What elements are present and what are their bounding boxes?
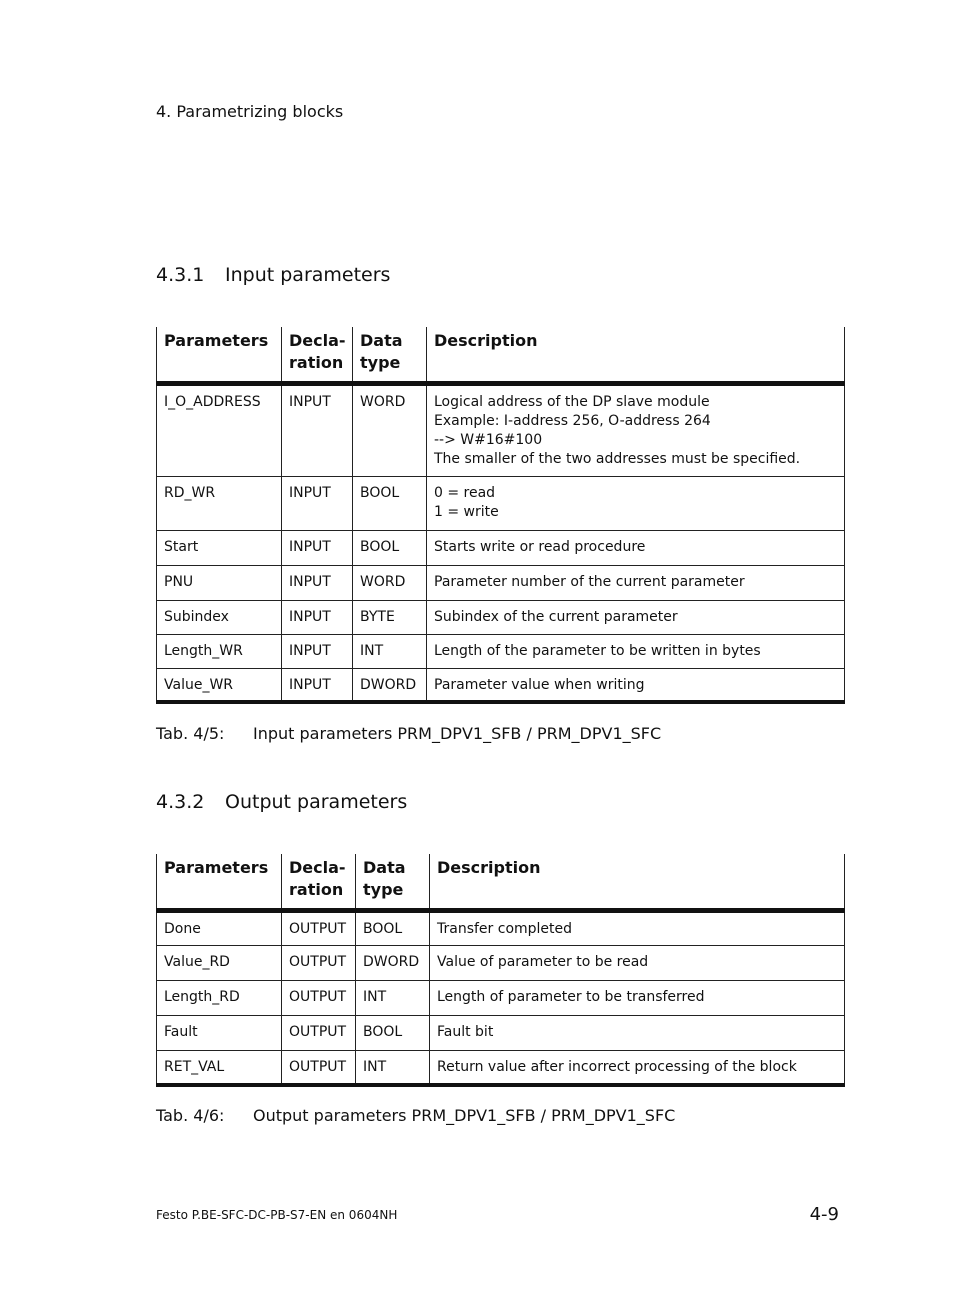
data-type-cell: BOOL [353, 476, 427, 530]
description-line: Subindex of the current parameter [434, 608, 678, 625]
description-cell [430, 945, 845, 980]
table-row [157, 980, 845, 1015]
table-row [157, 1015, 845, 1050]
table-header-row [157, 327, 845, 383]
header-parameters: Parameters [157, 854, 282, 910]
description-cell [430, 1050, 845, 1085]
data-type-cell: BOOL [356, 910, 430, 945]
description-cell [427, 476, 845, 530]
description-cell [427, 600, 845, 634]
declaration-cell: OUTPUT [282, 1015, 356, 1050]
table-row [157, 383, 845, 476]
description-cell [427, 565, 845, 600]
param-cell: RET_VAL [157, 1050, 282, 1085]
declaration-cell: INPUT [282, 600, 353, 634]
declaration-cell: INPUT [282, 476, 353, 530]
data-type-cell: INT [356, 980, 430, 1015]
header-data-type: Data type [356, 854, 430, 910]
param-cell: Length_RD [157, 980, 282, 1015]
description-cell [430, 1015, 845, 1050]
declaration-cell: INPUT [282, 634, 353, 668]
data-type-cell: DWORD [356, 945, 430, 980]
declaration-cell: OUTPUT [282, 945, 356, 980]
description-line: Logical address of the DP slave module [434, 393, 710, 410]
section-number: 4.3.1 [156, 264, 205, 286]
header-declaration: Decla- ration [282, 327, 353, 383]
table-row [157, 530, 845, 565]
caption-text: Output parameters PRM_DPV1_SFB / PRM_DPV1_SFC [253, 1106, 676, 1125]
table-row [157, 910, 845, 945]
section-title: Output parameters [225, 791, 408, 813]
table-caption-output [156, 1106, 675, 1125]
table-row [157, 668, 845, 702]
description-line: --> W#16#100 [434, 431, 543, 448]
table-row [157, 600, 845, 634]
declaration-cell: OUTPUT [282, 980, 356, 1015]
description-cell [427, 530, 845, 565]
caption-label: Tab. 4/5: [156, 724, 225, 743]
data-type-cell: INT [353, 634, 427, 668]
description-line: Length of the parameter to be written in bytes [434, 642, 761, 659]
table-row [157, 1050, 845, 1085]
data-type-cell: BYTE [353, 600, 427, 634]
declaration-cell: INPUT [282, 668, 353, 702]
param-cell: Start [157, 530, 282, 565]
param-cell: Done [157, 910, 282, 945]
footer-document-id: Festo P.BE-SFC-DC-PB-S7-EN en 0604NH [156, 1208, 398, 1222]
description-line: Parameter number of the current parameter [434, 573, 745, 590]
description-cell [427, 668, 845, 702]
param-cell: Value_RD [157, 945, 282, 980]
description-cell [427, 383, 845, 476]
caption-label: Tab. 4/6: [156, 1106, 225, 1125]
description-cell [430, 910, 845, 945]
section-number: 4.3.2 [156, 791, 205, 813]
description-line: Transfer completed [437, 920, 573, 937]
declaration-cell: INPUT [282, 565, 353, 600]
table-row [157, 634, 845, 668]
header-parameters: Parameters [157, 327, 282, 383]
param-cell: Subindex [157, 600, 282, 634]
output-parameters-table [156, 854, 845, 1087]
declaration-cell: INPUT [282, 383, 353, 476]
running-head: 4. Parametrizing blocks [156, 102, 344, 121]
data-type-cell: BOOL [356, 1015, 430, 1050]
description-cell [430, 980, 845, 1015]
section-heading-output [156, 791, 407, 813]
declaration-cell: OUTPUT [282, 1050, 356, 1085]
param-cell: Value_WR [157, 668, 282, 702]
header-data-type: Data type [353, 327, 427, 383]
param-cell: I_O_ADDRESS [157, 383, 282, 476]
section-heading-input [156, 264, 390, 286]
data-type-cell: DWORD [353, 668, 427, 702]
table-row [157, 565, 845, 600]
param-cell: RD_WR [157, 476, 282, 530]
section-title: Input parameters [225, 264, 391, 286]
declaration-cell: OUTPUT [282, 910, 356, 945]
input-parameters-table [156, 327, 845, 704]
param-cell: Length_WR [157, 634, 282, 668]
param-cell: Fault [157, 1015, 282, 1050]
declaration-cell: INPUT [282, 530, 353, 565]
data-type-cell: WORD [353, 383, 427, 476]
header-declaration: Decla- ration [282, 854, 356, 910]
description-line: Parameter value when writing [434, 676, 645, 693]
data-type-cell: INT [356, 1050, 430, 1085]
caption-text: Input parameters PRM_DPV1_SFB / PRM_DPV1_SFC [253, 724, 662, 743]
description-line: Value of parameter to be read [437, 953, 649, 970]
description-cell [427, 634, 845, 668]
header-description: Description [430, 854, 845, 910]
description-line: 0 = read [434, 484, 496, 501]
table-caption-input [156, 724, 661, 743]
page-number: 4-9 [809, 1204, 839, 1225]
param-cell: PNU [157, 565, 282, 600]
description-line: Example: I-address 256, O-address 264 [434, 412, 711, 429]
table-row [157, 945, 845, 980]
table-header-row [157, 854, 845, 910]
data-type-cell: BOOL [353, 530, 427, 565]
description-line: Return value after incorrect processing of the block [437, 1058, 797, 1075]
header-description: Description [427, 327, 845, 383]
description-line: Starts write or read procedure [434, 538, 646, 555]
description-line: 1 = write [434, 503, 499, 520]
table-row [157, 476, 845, 530]
data-type-cell: WORD [353, 565, 427, 600]
description-line: Fault bit [437, 1023, 494, 1040]
description-line: The smaller of the two addresses must be specified. [434, 450, 801, 467]
description-line: Length of parameter to be transferred [437, 988, 705, 1005]
